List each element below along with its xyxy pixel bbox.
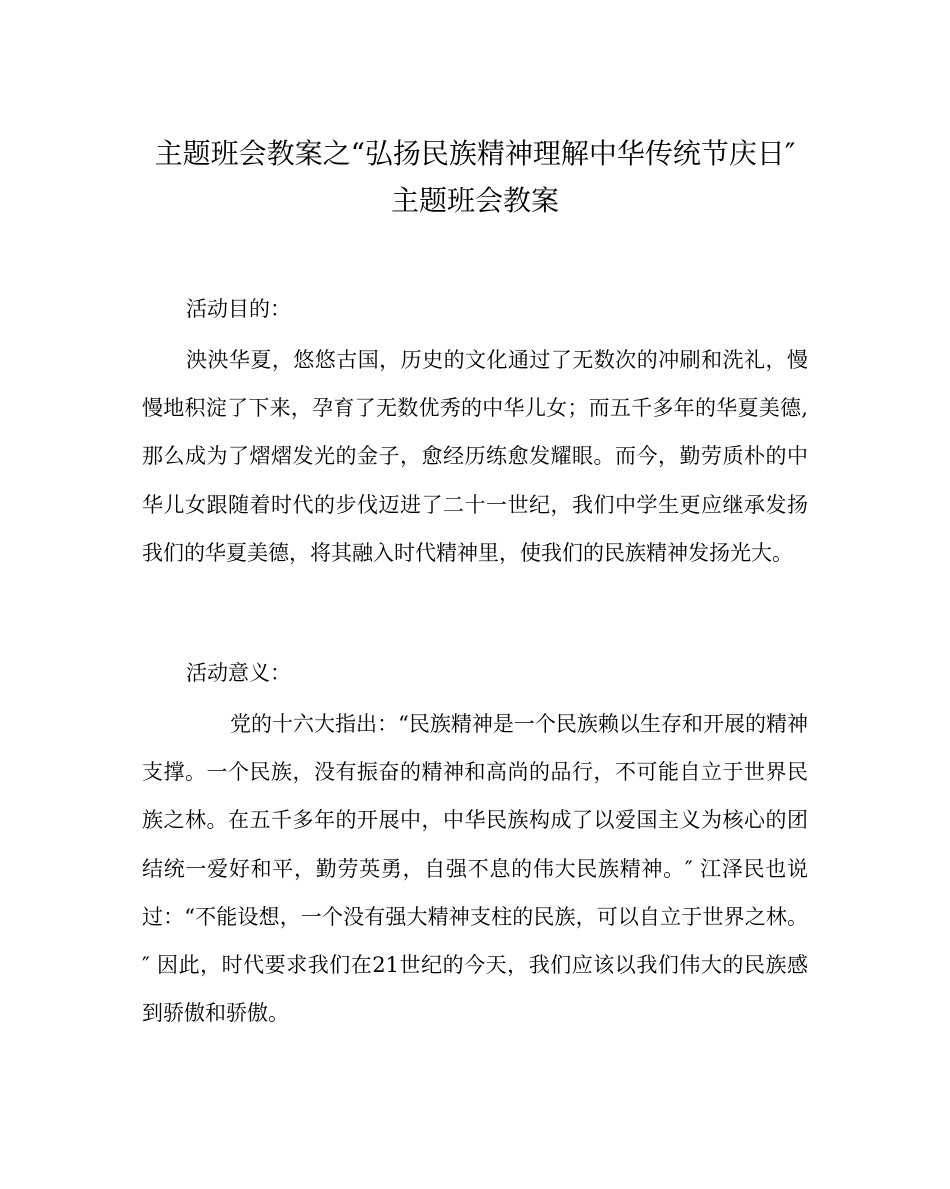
document-title-line-2: 主题班会教案 [390, 184, 559, 217]
section-heading-significance: 活动意义： [186, 661, 291, 685]
section-body-purpose: 泱泱华夏，悠悠古国，历史的文化通过了无数次的冲刷和洗礼，慢慢地积淀了下来，孕育了无数优秀的中华儿女；而五千多年的华夏美德,那么成为了熠熠发光的金子，愈经历练愈发耀眼。而今，勤劳质朴的中华儿女跟随着时代的步伐迈进了二十一世纪，我们中学生更应继承发扬我们的华夏美德，将其融入时代精神里，使我们的民族精神发扬光大。 [142, 348, 808, 565]
section-heading-purpose: 活动目的： [186, 297, 291, 321]
section-body-significance: 党的十六大指出：“民族精神是一个民族赖以生存和开展的精神支撑。一个民族，没有振奋的精神和高尚的品行，不可能自立于世界民族之林。在五千多年的开展中，中华民族构成了以爱国主义为核心的团结统一爱好和平，勤劳英勇，自强不息的伟大民族精神。″ 江泽民也说过：“不能设想，一个没有强大精神支柱的民族，可以自立于世界之林。″ 因此，时代要求我们在21世纪的今天，我们应该以我们伟大的民族感到骄傲和骄傲。 [142, 712, 808, 1026]
document-title-line-1: 主题班会教案之“弘扬民族精神理解中华传统节庆日″ [154, 137, 796, 170]
